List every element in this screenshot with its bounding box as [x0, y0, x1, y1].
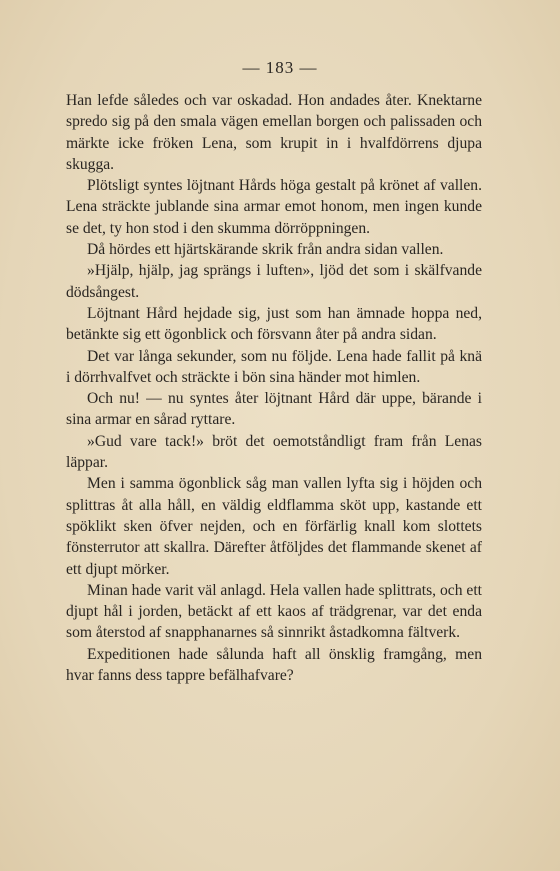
- page-number: — 183 —: [242, 58, 318, 77]
- paragraph: Då hördes ett hjärtskärande skrik från andra sidan vallen.: [87, 241, 444, 259]
- body-text: [66, 90, 482, 686]
- paragraph: Minan hade varit väl anlagd. Hela vallen hade splittrats, och ett djupt hål i jorden, betäckt af ett kaos af trädgrenar, var det enda som återstod af snapphanarnes så sinnrikt åstadkomna fältverk.: [66, 581, 482, 642]
- paragraph: Löjtnant Hård hejdade sig, just som han ämnade hoppa ned, betänkte sig ett ögonblick och försvann åter på andra sidan.: [66, 304, 482, 344]
- paragraph: Det var långa sekunder, som nu följde. Lena hade fallit på knä i dörrhvalfvet och sträckte i bön sina händer mot himlen.: [66, 347, 482, 386]
- paragraph: »Gud vare tack!» bröt det oemotståndligt fram från Lenas läppar.: [66, 432, 482, 472]
- paragraph: Och nu! — nu syntes åter löjtnant Hård där uppe, bärande i sina armar en sårad ryttare.: [66, 390, 482, 429]
- paragraph: Men i samma ögonblick såg man vallen lyfta sig i höjden och splittras åt alla håll, en väldig eldflamma sköt upp, kastande ett spöklikt sken öfver nejden, och en förfärlig knall kom slottets fönsterrutor att skallra. Därefter åtföljdes det flammande skenet af ett djupt mörker.: [66, 475, 482, 578]
- paragraph: Plötsligt syntes löjtnant Hårds höga gestalt på krönet af vallen. Lena sträckte jublande sina armar emot honom, men ingen kunde se det, ty hon stod i den skumma dörröppningen.: [66, 177, 482, 237]
- paragraph: »Hjälp, hjälp, jag sprängs i luften», ljöd det som i skälfvande dödsångest.: [66, 262, 482, 301]
- paragraph: Expeditionen hade sålunda haft all önsklig framgång, men hvar fanns dess tappre befälhafvare?: [66, 645, 482, 685]
- paragraph: Han lefde således och var oskadad. Hon andades åter. Knektarne spredo sig på den smala vägen emellan borgen och palissaden och märkte icke fröken Lena, som krupit in i hvalfdörrens djupa skugga.: [66, 92, 482, 173]
